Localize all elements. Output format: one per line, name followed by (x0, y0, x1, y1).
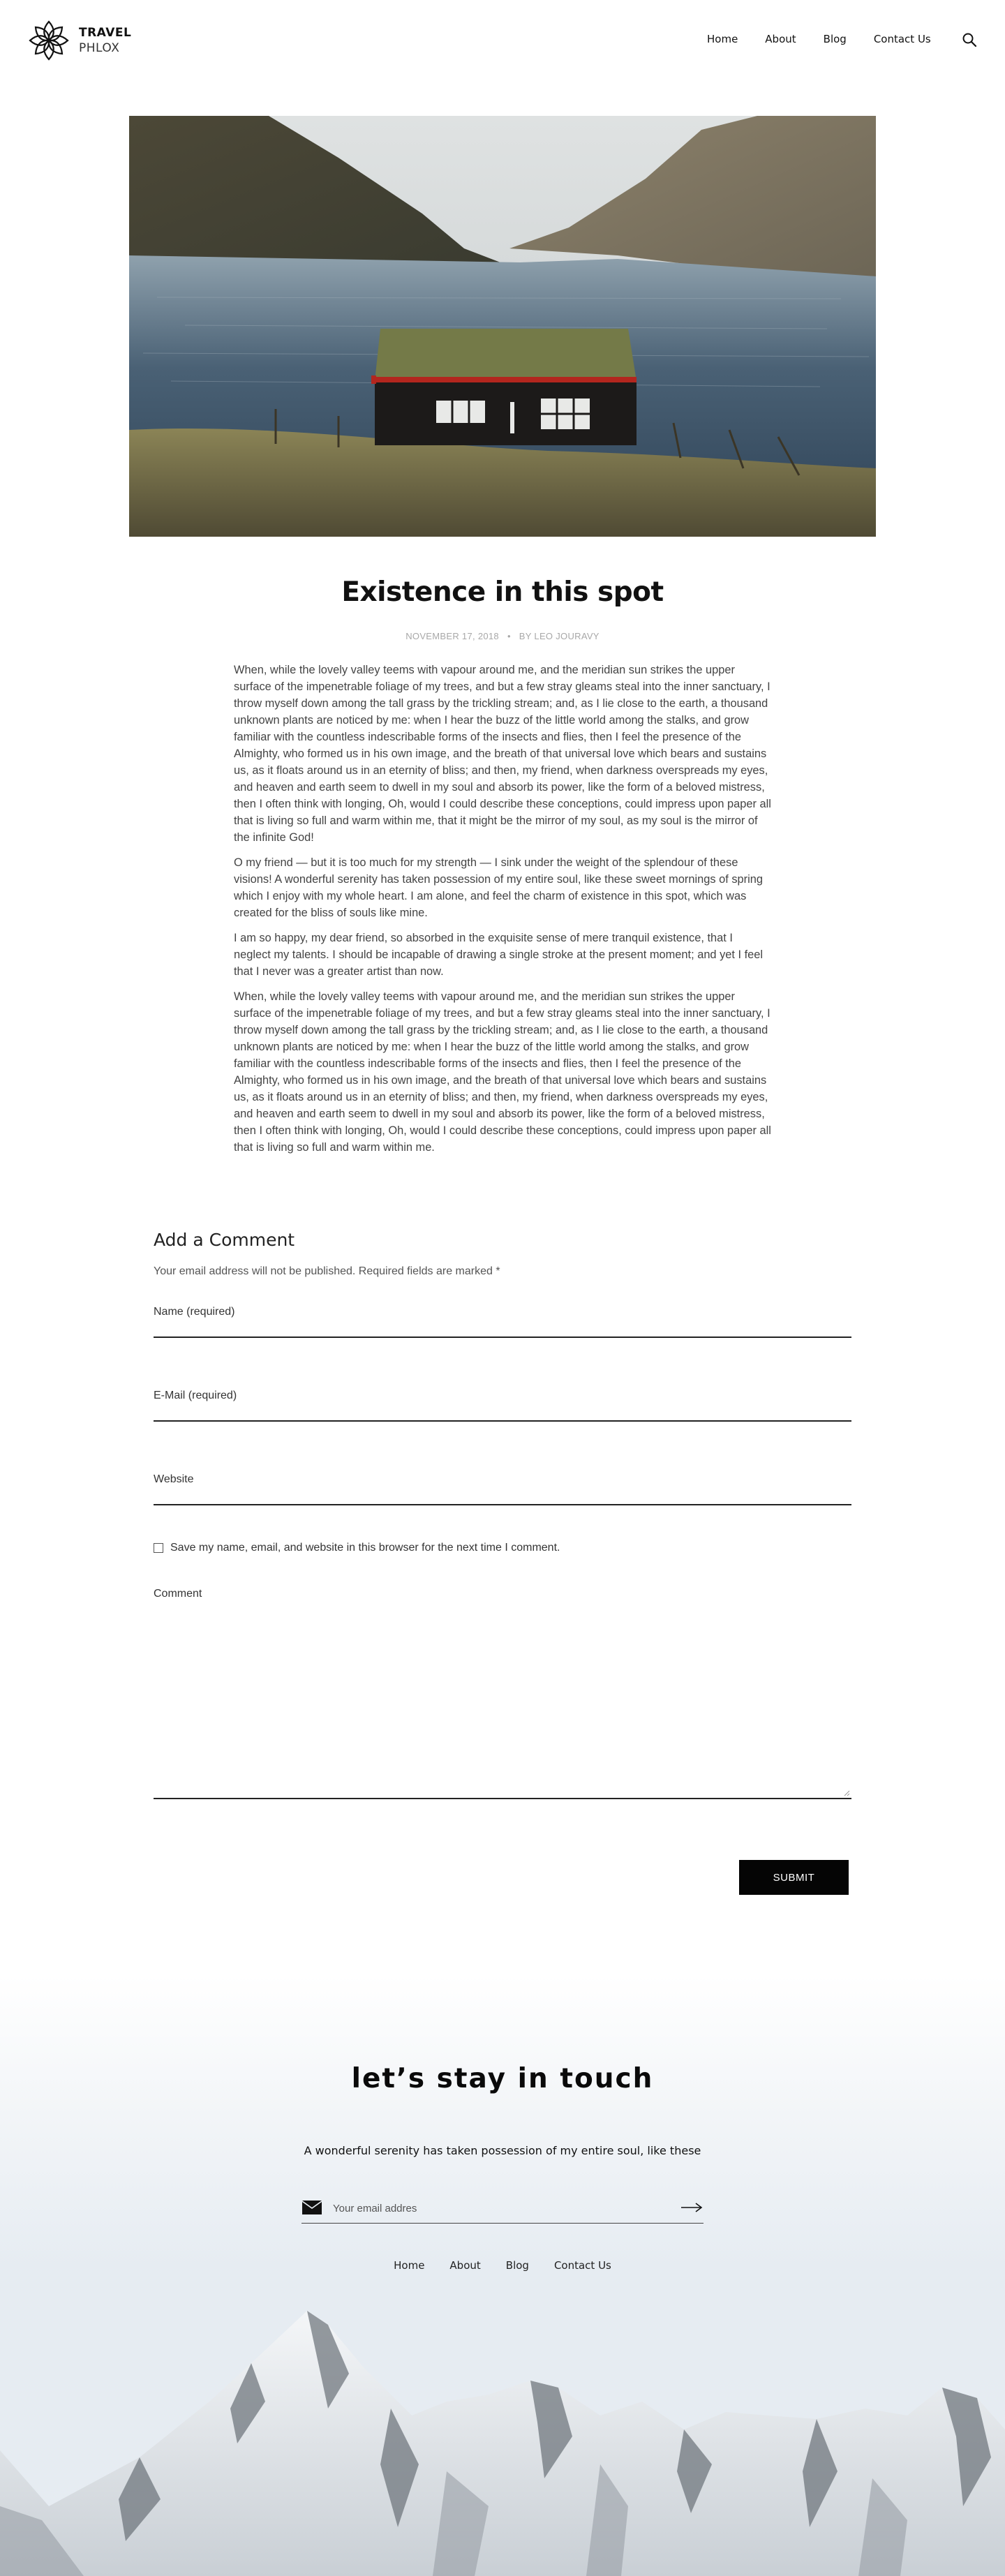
logo-subtitle: PHLOX (79, 41, 120, 55)
nav-blog[interactable]: Blog (823, 33, 847, 45)
newsletter-email-input[interactable] (333, 2198, 654, 2218)
post-body (234, 662, 771, 1164)
site-footer (0, 1975, 1005, 2576)
newsletter-subtitle: A wonderful serenity has taken possession of my entire soul, like these (304, 2144, 701, 2157)
footer-nav (0, 2259, 1005, 2272)
footer-nav-contact[interactable]: Contact Us (553, 2259, 611, 2272)
footer-nav-home[interactable]: Home (394, 2259, 425, 2272)
post-title: Existence in this spot (341, 576, 664, 608)
save-info-checkbox[interactable] (154, 1543, 163, 1553)
name-input[interactable] (154, 1309, 851, 1337)
envelope-icon (302, 2200, 322, 2215)
comment-heading: Add a Comment (154, 1230, 295, 1250)
save-info-row (154, 1542, 851, 1554)
paragraph: When, while the lovely valley teems with vapour around me, and the meridian sun strikes the upper surface of the impenetrable foliage of my trees, and but a few stray gleams steal into the inner sanctuary, I throw myself down among the tall grass by the trickling stream; and, as I lie close to the earth, a thousand unknown plants are noticed by me: when I hear the buzz of the little world among the stalks, and grow familiar with the countless indescribable forms of the insects and flies, then I feel the presence of the Almighty, who formed us in his own image, and the breath of that universal love which bears and sustains us, as it floats around us in an eternity of bliss; and then, my friend, when darkness overspreads my eyes, and heaven and earth seem to dwell in my soul and absorb its power, like the form of a beloved mistress, then I often think with longing, Oh, would I could describe these conceptions, could impress upon paper all that is living so full and warm within me, that it might be the mirror of my soul, as my soul is the mirror of the infinite God! (234, 664, 771, 844)
meta-separator: • (507, 631, 511, 641)
comment-form (154, 1230, 851, 1884)
search-icon[interactable] (962, 32, 977, 47)
hero-image (129, 116, 876, 537)
paragraph: I am so happy, my dear friend, so absorbed in the exquisite sense of mere tranquil existence, that I neglect my talents. I should be incapable of drawing a single stroke at the present moment; and yet I feel that I never was a greater artist than now. (234, 932, 764, 978)
site-logo[interactable] (24, 16, 131, 65)
nav-home[interactable]: Home (707, 33, 738, 45)
landscape-photo-icon (129, 116, 876, 537)
footer-nav-blog[interactable]: Blog (505, 2259, 529, 2272)
nav-contact[interactable]: Contact Us (873, 33, 931, 45)
footer-nav-about[interactable]: About (449, 2259, 481, 2272)
arrow-right-icon[interactable] (680, 2201, 704, 2214)
snowy-mountains-icon (0, 2297, 1005, 2576)
main-nav (707, 33, 958, 45)
save-info-label: Save my name, email, and website in this browser for the next time I comment. (170, 1542, 560, 1554)
comment-textarea[interactable] (154, 1607, 851, 1799)
nav-about[interactable]: About (765, 33, 796, 45)
logo-text (79, 25, 131, 56)
email-input[interactable] (154, 1392, 851, 1420)
flower-logo-icon (24, 16, 73, 65)
email-label: E-Mail (required) (154, 1390, 237, 1401)
submit-button[interactable]: SUBMIT (739, 1860, 849, 1895)
website-label: Website (154, 1473, 194, 1485)
newsletter-form (302, 2197, 704, 2224)
site-header (0, 0, 1005, 82)
post-date[interactable]: NOVEMBER 17, 2018 (405, 631, 499, 641)
newsletter-title: let’s stay in touch (351, 2063, 654, 2094)
logo-title: TRAVEL (79, 26, 132, 40)
post-author[interactable]: BY LEO JOURAVY (519, 631, 600, 641)
comment-notes: Your email address will not be published. Required fields are marked * (154, 1265, 500, 1277)
post-meta (0, 631, 1005, 641)
website-field[interactable] (154, 1422, 851, 1505)
website-input[interactable] (154, 1476, 851, 1504)
comment-label: Comment (154, 1588, 202, 1600)
email-field[interactable] (154, 1338, 851, 1422)
name-field[interactable] (154, 1296, 851, 1338)
name-label: Name (required) (154, 1306, 235, 1318)
resize-handle-icon[interactable] (843, 1789, 850, 1796)
paragraph: O my friend — but it is too much for my strength — I sink under the weight of the splendour of these visions! A wonderful serenity has taken possession of my entire soul, like these sweet mornings of spring which I enjoy with my whole heart. I am alone, and feel the charm of existence in this spot, which was created for the bliss of souls like mine. (234, 856, 763, 919)
paragraph: When, while the lovely valley teems with vapour around me, and the meridian sun strikes the upper surface of the impenetrable foliage of my trees, and but a few stray gleams steal into the inner sanctuary, I throw myself down among the tall grass by the trickling stream; and, as I lie close to the earth, a thousand unknown plants are noticed by me: when I hear the buzz of the little world among the stalks, and grow familiar with the countless indescribable forms of the insects and flies, then I feel the presence of the Almighty, who formed us in his own image, and the breath of that universal love which bears and sustains us, as it floats around us in an eternity of bliss; and then, my friend, when darkness overspreads my eyes, and heaven and earth seem to dwell in my soul and absorb its power, like the form of a beloved mistress, then I often think with longing, Oh, would I could describe these conceptions, could impress upon paper all that is living so full and warm within me. (234, 990, 771, 1154)
